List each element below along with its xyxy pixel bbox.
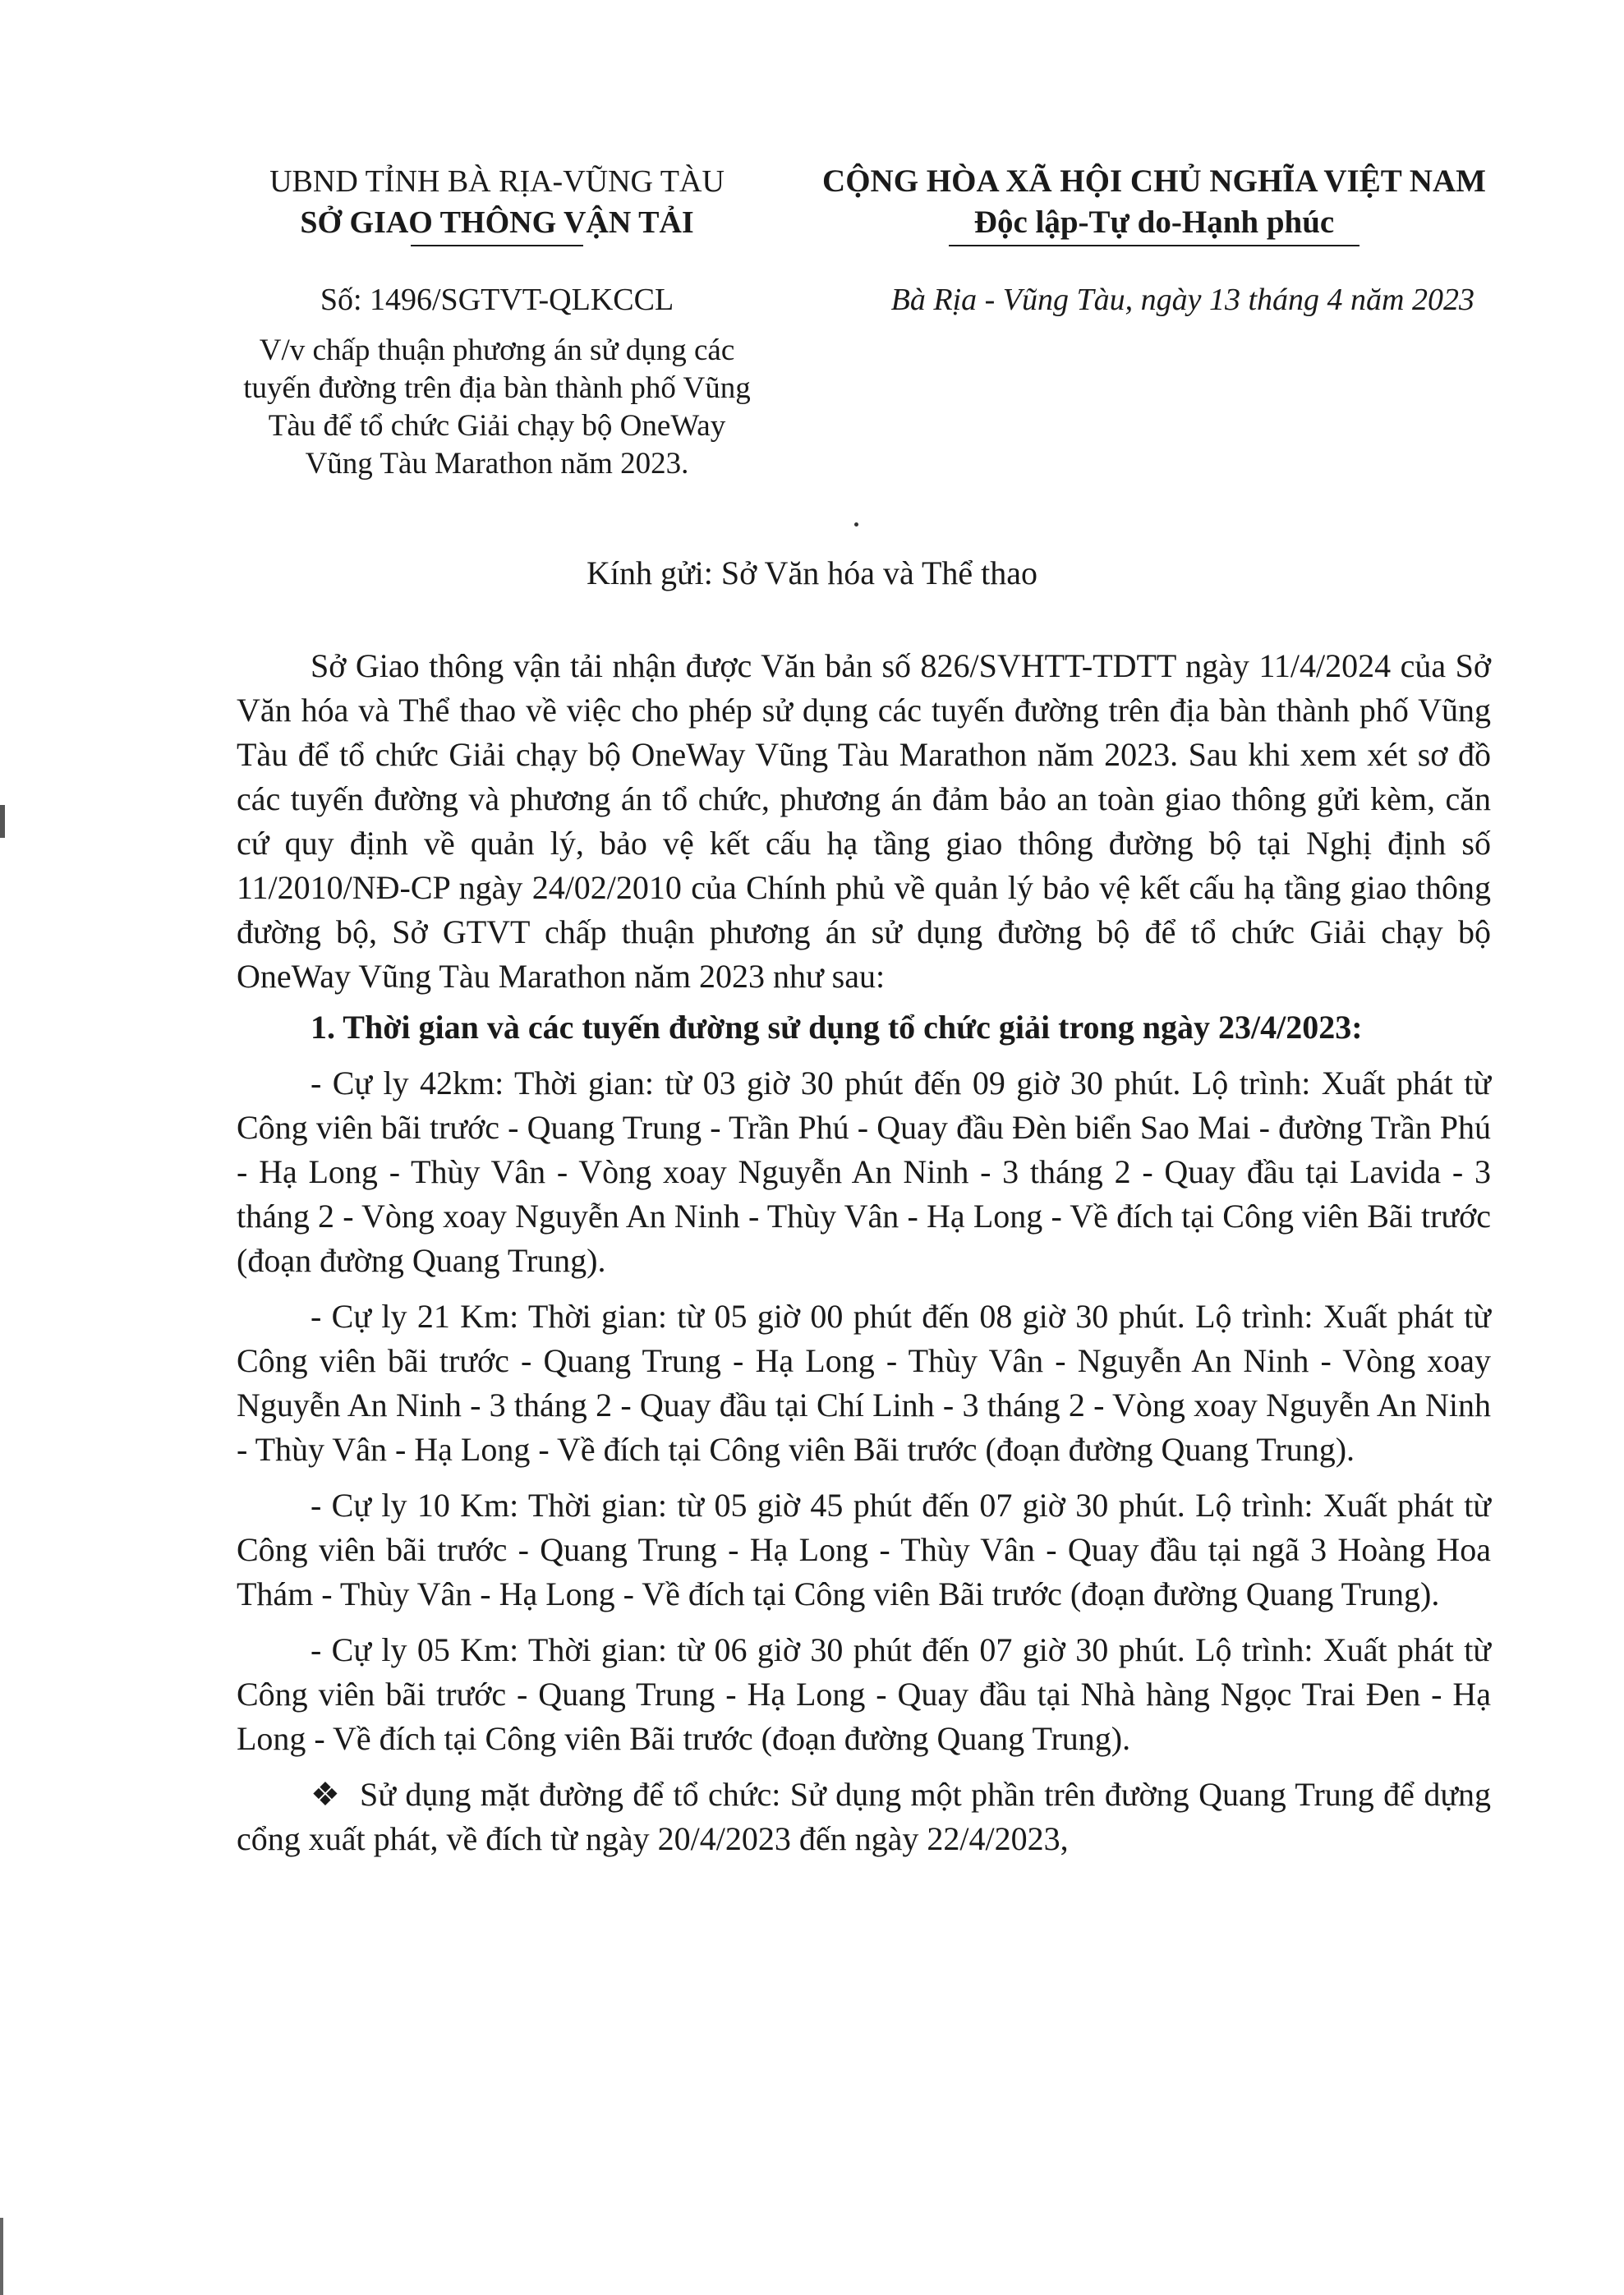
bullet-text: Sử dụng mặt đường để tổ chức: Sử dụng một phần trên đường Quang Trung để dựng cổng xuất phát, về đích từ ngày 20/4/2023 đến ngày 22/4/2023, <box>237 1776 1491 1857</box>
document-number: Số: 1496/SGTVT-QLKCCL <box>320 283 674 317</box>
subject-line: V/v chấp thuận phương án sử dụng các <box>259 333 735 367</box>
route-paragraph: - Cự ly 05 Km: Thời gian: từ 06 giờ 30 phút đến 07 giờ 30 phút. Lộ trình: Xuất phát từ Công viên bãi trước - Quang Trung - Hạ Long - Quay đầu tại Nhà hàng Ngọc Trai Đen - Hạ Long - Về đích tại Công viên Bãi trước (đoạn đường Quang Trung). <box>237 1631 1491 1757</box>
agency-parent: UBND TỈNH BÀ RỊA-VŨNG TÀU <box>269 164 725 199</box>
bullet-paragraph <box>237 1773 1491 1861</box>
scan-dot <box>854 522 858 527</box>
scan-margin-mark <box>0 805 5 838</box>
route-paragraph: - Cự ly 42km: Thời gian: từ 03 giờ 30 phút đến 09 giờ 30 phút. Lộ trình: Xuất phát từ Công viên bãi trước - Quang Trung - Trần Phú - Quay đầu Đèn biển Sao Mai - đường Trần Phú - Hạ Long - Thùy Vân - Vòng xoay Nguyễn An Ninh - 3 tháng 2 - Quay đầu tại Lavida - 3 tháng 2 - Vòng xoay Nguyễn An Ninh - Thùy Vân - Hạ Long - Về đích tại Công viên Bãi trước (đoạn đường Quang Trung). <box>237 1065 1491 1279</box>
scan-margin-mark <box>0 2218 3 2295</box>
national-title: CỘNG HÒA XÃ HỘI CHỦ NGHĨA VIỆT NAM <box>822 163 1486 199</box>
route-paragraph: - Cự ly 21 Km: Thời gian: từ 05 giờ 00 phút đến 08 giờ 30 phút. Lộ trình: Xuất phát từ Công viên bãi trước - Quang Trung - Hạ Long - Thùy Vân - Nguyễn An Ninh - Vòng xoay Nguyễn An Ninh - 3 tháng 2 - Quay đầu tại Chí Linh - 3 tháng 2 - Vòng xoay Nguyễn An Ninh - Thùy Vân - Hạ Long - Về đích tại Công viên Bãi trước (đoạn đường Quang Trung). <box>237 1298 1491 1468</box>
national-motto: Độc lập-Tự do-Hạnh phúc <box>973 205 1335 240</box>
subject-summary <box>214 332 780 483</box>
section-heading: 1. Thời gian và các tuyến đường sử dụng tổ chức giải trong ngày 23/4/2023: <box>311 1009 1363 1046</box>
document-body <box>237 644 1491 1861</box>
intro-paragraph: Sở Giao thông vận tải nhận được Văn bản số 826/SVHTT-TDTT ngày 11/4/2024 của Sở Văn hóa và Thể thao về việc cho phép sử dụng các tuyến đường trên địa bàn thành phố Vũng Tàu để tổ chức Giải chạy bộ OneWay Vũng Tàu Marathon năm 2023. Sau khi xem xét sơ đồ các tuyến đường và phương án tổ chức, phương án đảm bảo an toàn giao thông gửi kèm, căn cứ quy định về quản lý, bảo vệ kết cấu hạ tầng giao thông đường bộ tại Nghị định số 11/2010/NĐ-CP ngày 24/02/2010 của Chính phủ về quản lý bảo vệ kết cấu hạ tầng giao thông đường bộ, Sở GTVT chấp thuận phương án sử dụng đường bộ để tổ chức Giải chạy bộ OneWay Vũng Tàu Marathon năm 2023 như sau: <box>237 647 1491 995</box>
subject-line: Vũng Tàu Marathon năm 2023. <box>305 447 689 481</box>
subject-line: Tàu để tổ chức Giải chạy bộ OneWay <box>268 409 726 443</box>
document-date: Bà Rịa - Vũng Tàu, ngày 13 tháng 4 năm 2023 <box>890 283 1474 317</box>
recipient-line: Kính gửi: Sở Văn hóa và Thể thao <box>586 554 1038 591</box>
header-left-block <box>214 161 780 483</box>
route-paragraph: - Cự ly 10 Km: Thời gian: từ 05 giờ 45 phút đến 07 giờ 30 phút. Lộ trình: Xuất phát từ Công viên bãi trước - Quang Trung - Hạ Long - Thùy Vân - Quay đầu tại ngã 3 Hoàng Hoa Thám - Thùy Vân - Hạ Long - Về đích tại Công viên Bãi trước (đoạn đường Quang Trung). <box>237 1487 1491 1612</box>
motto-underline <box>949 245 1359 246</box>
subject-line: tuyến đường trên địa bàn thành phố Vũng <box>243 371 751 405</box>
agency-underline <box>411 245 583 246</box>
diamond-bullet-icon: ❖ <box>311 1776 340 1813</box>
agency-name: SỞ GIAO THÔNG VẬN TẢI <box>300 205 694 240</box>
header-right-block <box>776 161 1532 320</box>
